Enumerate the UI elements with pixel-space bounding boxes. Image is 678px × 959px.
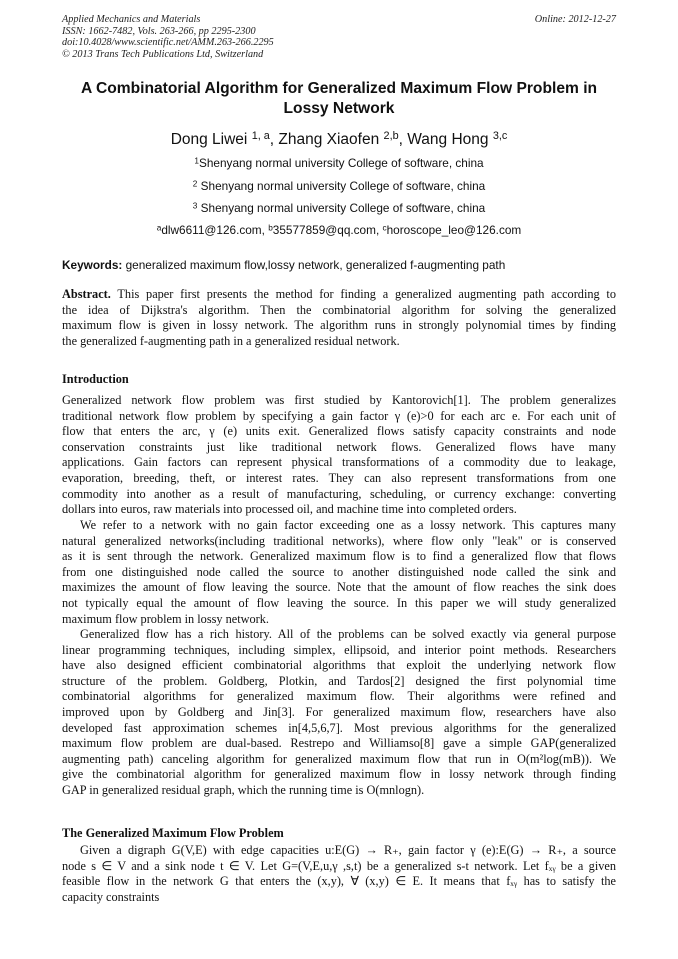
email-c: horoscope_leo@126.com xyxy=(386,223,522,237)
section-heading-introduction: Introduction xyxy=(62,372,129,386)
affiliation-2-num: 2 xyxy=(192,179,198,189)
email-b-sup: b xyxy=(268,223,273,233)
affiliation-1-num: 1 xyxy=(194,156,199,166)
text-line: not typically equal the amount of flow leaving the source. In this paper we will study generalized xyxy=(62,595,616,610)
email-a-sup: a xyxy=(156,223,162,233)
author-2: , Zhang Xiaofen xyxy=(269,131,380,148)
abstract-line: the generalized f-augmenting path in a generalized residual network. xyxy=(62,333,400,348)
text-line: maximum flow problem in lossy network. xyxy=(62,611,269,626)
section-heading-generalized-max-flow: The Generalized Maximum Flow Problem xyxy=(62,826,284,840)
author-3: , Wang Hong xyxy=(398,131,489,148)
text-line: as it is sent through the network. Generalized maximum flow is to find a generalized flow that flows xyxy=(62,549,616,564)
text-line: give the combinatorial algorithm for generalized maximum flow in lossy network through finding xyxy=(62,767,616,782)
intro-paragraph-2 xyxy=(62,518,616,627)
title-line-2: Lossy Network xyxy=(283,100,395,117)
text-line: flow that enters the arc, γ (e) units exit. Generalized flows satisfy capacity constraints and node xyxy=(62,424,616,439)
journal-name: Applied Mechanics and Materials xyxy=(62,14,201,25)
abstract xyxy=(62,287,616,349)
email-b: 35577859@qq.com, xyxy=(272,223,383,237)
copyright-line: © 2013 Trans Tech Publications Ltd, Switzerland xyxy=(62,48,264,60)
email-c-sup: c xyxy=(382,223,387,233)
issn-line: ISSN: 1662-7482, Vols. 263-266, pp 2295-2300 xyxy=(62,25,256,37)
text-line: from one distinguished node called the source to another distinguished node called the sink and xyxy=(62,564,616,579)
author-1-sup: 1, a xyxy=(251,130,270,143)
text-line: conservation constraints just like traditional network flows. Generalized flows have many xyxy=(62,439,616,454)
text-line: GAP in generalized residual graph, which the running time is O(mnlogn). xyxy=(62,782,425,797)
keywords xyxy=(62,258,616,272)
author-2-sup: 2,b xyxy=(383,130,399,143)
affiliation-1 xyxy=(62,156,616,170)
text-line: evaporation, breeding, theft, or interest rates. They can also represent transformations from one xyxy=(62,470,616,485)
affiliation-2 xyxy=(62,179,616,193)
abstract-line xyxy=(62,287,616,303)
affiliation-2-text: Shenyang normal university College of software, china xyxy=(197,179,486,193)
text-line: traditional network flow problem by specifying a gain factor γ (e)>0 for each arc e. For each unit of xyxy=(62,408,616,423)
text-line: have also designed efficient combinatorial algorithms that exploit the underlying network flow xyxy=(62,658,616,673)
title-line-1: A Combinatorial Algorithm for Generalized Maximum Flow Problem in xyxy=(80,80,598,97)
keywords-text: generalized maximum flow,lossy network, generalized f-augmenting path xyxy=(122,258,506,272)
text-line: linear programming techniques, including simplex, ellipsoid, and interior point methods. Researchers xyxy=(62,642,616,657)
abstract-line: maximum flow is given in lossy network. The algorithm runs in strongly polynomial times by finding xyxy=(62,318,616,333)
author-list xyxy=(62,130,616,150)
text-line: maximizes the amount of flow leaving the source. Note that the amount of flow reaches the sink does xyxy=(62,580,616,595)
online-date: Online: 2012-12-27 xyxy=(534,14,616,25)
paper-title xyxy=(62,79,616,119)
text-line: applications. Gain factors can represent physical transformations of a commodity due to leakage, xyxy=(62,455,616,470)
abstract-line-text: This paper first presents the method for finding a generalized augmenting path according to xyxy=(110,287,616,301)
text-line: We refer to a network with no gain factor exceeding one as a lossy network. This captures many xyxy=(80,518,616,532)
text-line: maximum flow problem are dual-based. Restrepo and Williamso[8] gave a simple GAP(generalized xyxy=(62,736,616,751)
email-a: dlw6611@126.com, xyxy=(161,223,269,237)
affiliation-1-text: Shenyang normal university College of software, china xyxy=(199,156,484,170)
abstract-label: Abstract. xyxy=(62,287,111,301)
text-line: Generalized flow has a rich history. All of the problems can be solved exactly via general purpose xyxy=(80,627,616,641)
doi-line: doi:10.4028/www.scientific.net/AMM.263-266.2295 xyxy=(62,37,274,49)
intro-paragraph-1 xyxy=(62,393,616,518)
text-line: natural generalized networks(including traditional networks), where flow only "leak" or is conserved xyxy=(62,533,616,548)
text-line: Generalized network flow problem was first studied by Kantorovich[1]. The problem generalizes xyxy=(62,393,616,407)
affiliation-3 xyxy=(62,201,616,215)
text-line: Given a digraph G(V,E) with edge capacities u:E(G) → R₊, gain factor γ (e):E(G) → R₊, a source xyxy=(80,843,616,857)
author-emails xyxy=(62,223,616,237)
text-line: developed fast approximation schemes in[4,5,6,7]. Most previous algorithms for the generalized xyxy=(62,720,616,735)
abstract-line: the idea of Dijkstra's algorithm. Then the combinatorial algorithm for solving the generalized xyxy=(62,302,616,317)
author-3-sup: 3,c xyxy=(492,130,508,143)
text-line: dollars into euros, raw materials into processed oil, and machine time into completed orders. xyxy=(62,502,517,517)
journal-header xyxy=(62,14,616,60)
text-line: node s ∈ V and a sink node t ∈ V. Let G=(V,E,u,γ ,s,t) be a generalized s-t network. Let fₓᵧ be a given xyxy=(62,858,616,873)
text-line: commodity into another as a result of manufacturing, scheduling, or currency exchange: converting xyxy=(62,486,616,501)
intro-paragraph-3 xyxy=(62,627,616,799)
text-line: improved upon by Goldberg and Jin[3]. For generalized maximum flow, researchers have also xyxy=(62,704,616,719)
text-line: capacity constraints xyxy=(62,889,160,904)
text-line: structure of the problem. Goldberg, Plotkin, and Tardos[2] designed the first polynomial time xyxy=(62,673,616,688)
keywords-label: Keywords: xyxy=(62,258,123,272)
text-line: augmenting path) canceling algorithm for generalized maximum flow that run in O(m²log(mB)). We xyxy=(62,751,616,766)
author-1: Dong Liwei xyxy=(170,131,248,148)
section2-paragraph xyxy=(62,843,616,905)
affiliation-3-num: 3 xyxy=(192,201,198,211)
text-line: combinatorial algorithms for generalized maximum flow. Their algorithms were refined and xyxy=(62,689,616,704)
text-line: feasible flow in the network G that enters the (x,y), ∀ (x,y) ∈ E. It means that fₓᵧ has to satisfy the xyxy=(62,874,616,889)
affiliation-3-text: Shenyang normal university College of software, china xyxy=(197,201,486,215)
